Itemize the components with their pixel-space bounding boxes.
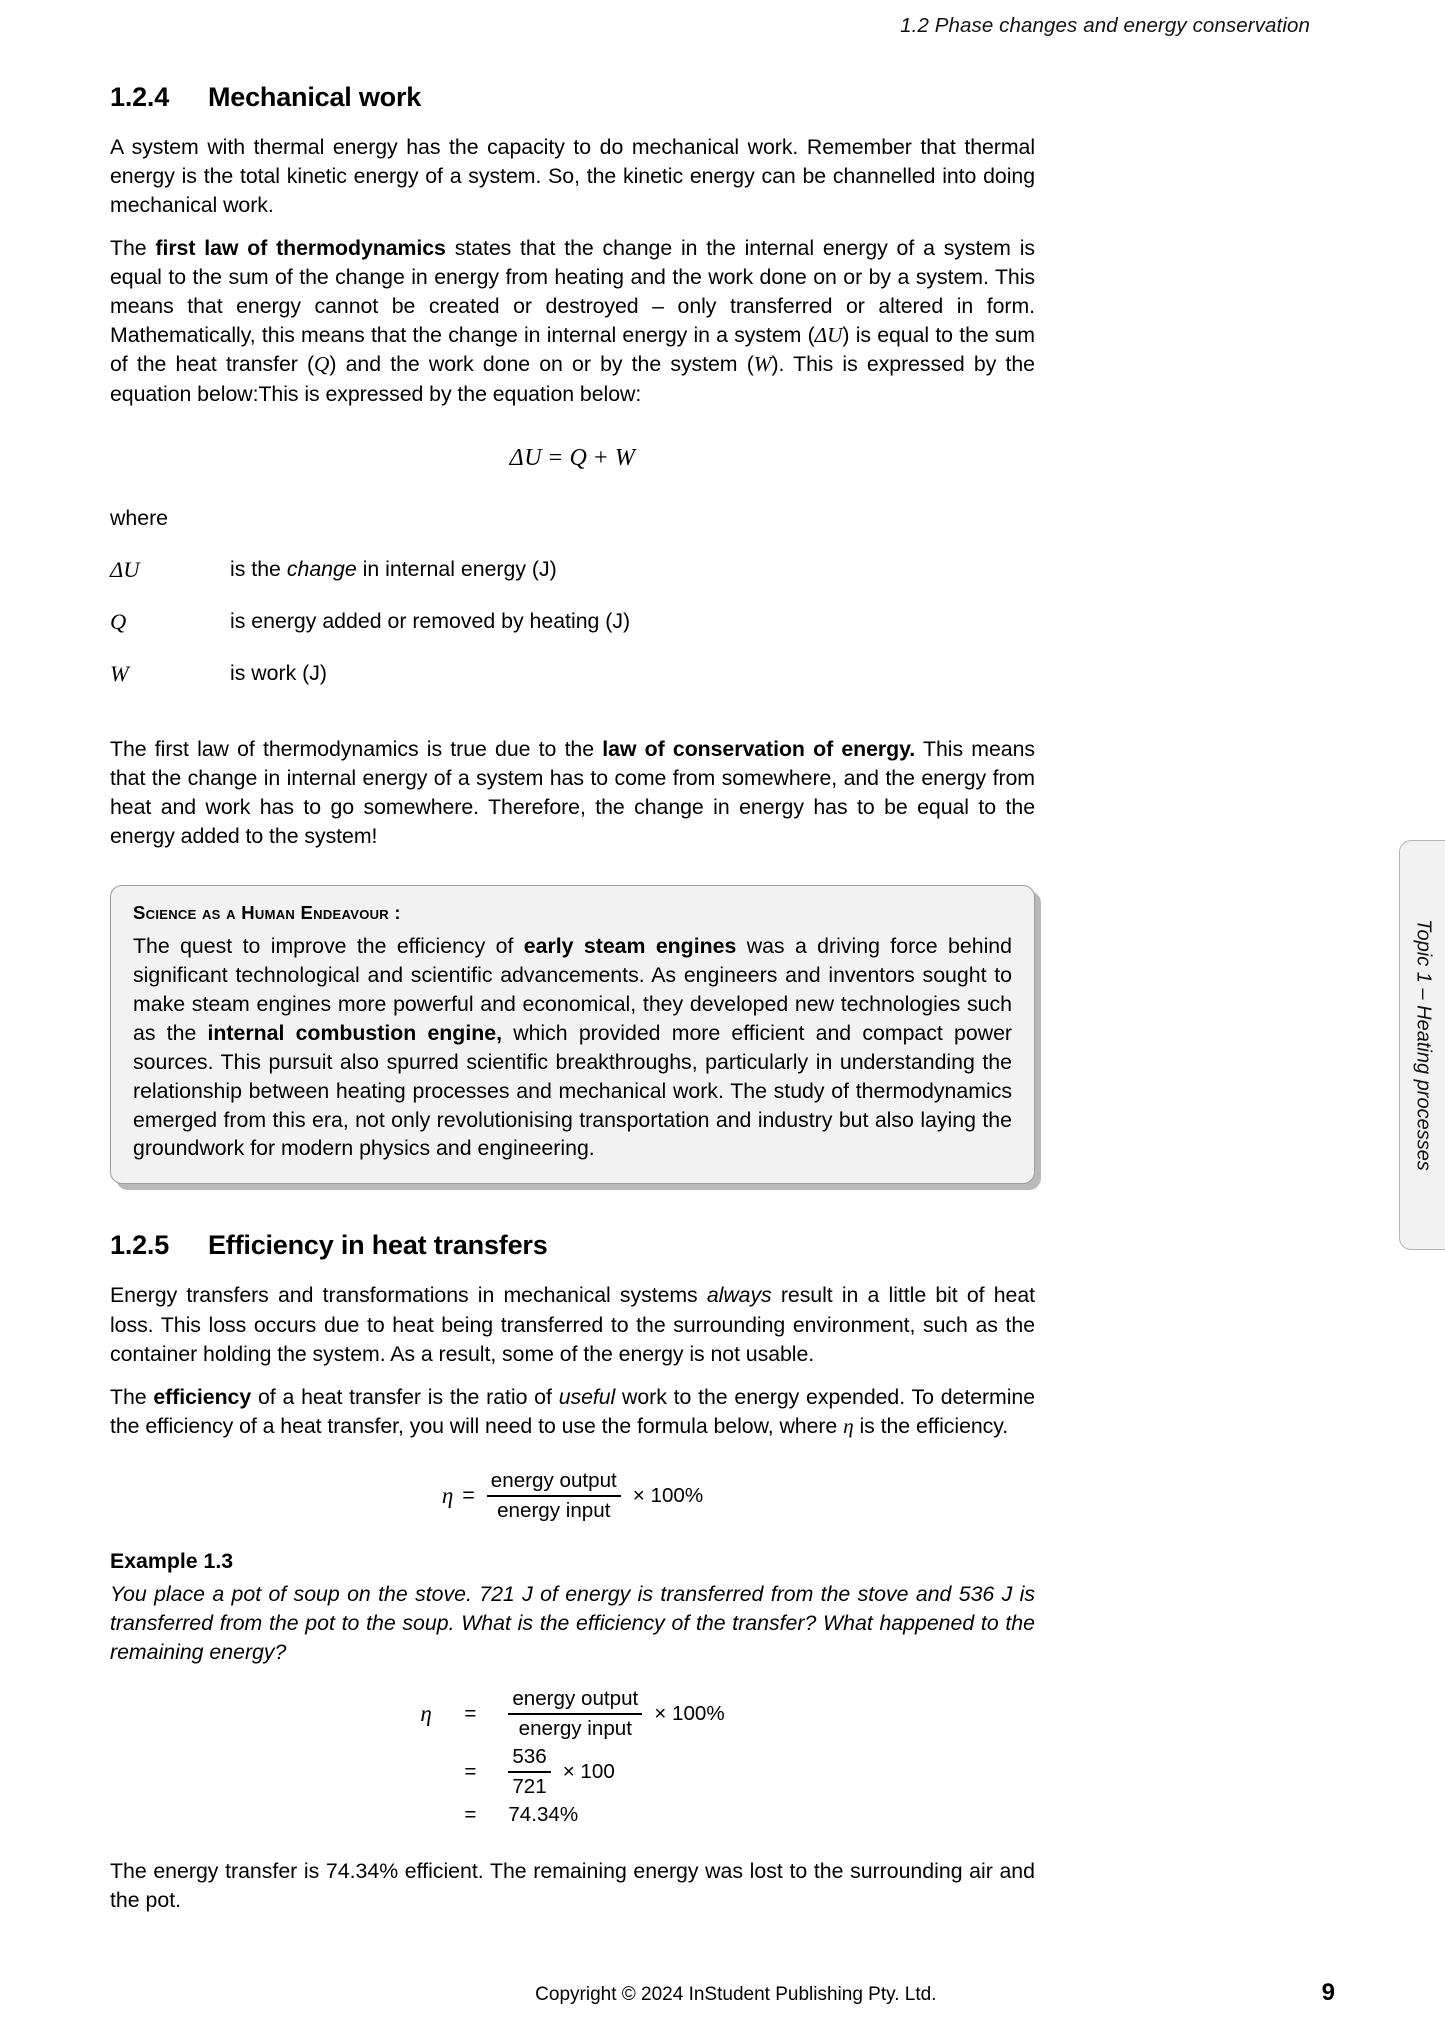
main-content-column	[110, 82, 1035, 1915]
inline-var-delta-u: ΔU	[814, 323, 843, 348]
section-heading-1-2-5	[110, 1230, 1035, 1261]
paragraph-intro-text: A system with thermal energy has the capacity to do mechanical work. Remember that thermal energy is the total kinetic energy of a system. So, the kinetic energy can be channelled into doing mechanical work.	[110, 135, 1035, 218]
page-number: 9	[1321, 1979, 1335, 2006]
example-question: You place a pot of soup on the stove. 721 J of energy is transferred from the stove and 536 J is transferred from the pot to the soup. What is the efficiency of the transfer? What happened to the remaining energy?	[110, 1581, 1035, 1664]
callout-term-steam-engines: early steam engines	[523, 933, 737, 958]
example-closing-text: The energy transfer is 74.34% efficient. The remaining energy was lost to the surrounding air and the pot.	[110, 1859, 1035, 1913]
worked-times-1: × 100%	[654, 1701, 725, 1725]
energy-transfers-emphasis: always	[706, 1283, 772, 1308]
variable-description	[230, 557, 1035, 583]
conservation-text-b: This means that the change in internal energy of a system has to come from somewhere, and the energy from heat and work has to go somewhere. Therefore, the change in energy has to be equal to the energy added to the system!	[110, 736, 1035, 848]
where-label: where	[110, 505, 169, 530]
paragraph-efficiency-definition	[110, 1383, 1035, 1441]
first-law-text-b: states that the change in the internal energy of a system is equal to the sum of the change in energy from heating and the work done on or by a system. This means that energy cannot be created or destroyed – only transferred or altered in form. Mathematically, this means that the change in internal energy in a system (	[110, 236, 1035, 348]
variable-definition-row	[110, 557, 1035, 583]
section-title: Mechanical work	[208, 82, 422, 112]
worked-denominator-2: 721	[512, 1774, 547, 1798]
efficiency-text-d: is the efficiency.	[853, 1413, 1009, 1438]
section-heading-1-2-4	[110, 82, 1035, 113]
equation-equals: =	[542, 444, 570, 471]
paragraph-energy-transfers	[110, 1281, 1035, 1368]
variable-description: is work (J)	[230, 660, 328, 685]
conservation-text-a: The first law of thermodynamics is true due to the	[110, 736, 603, 761]
formula-fraction	[487, 1469, 621, 1523]
copyright-notice: Copyright © 2024 InStudent Publishing Pty. Ltd.	[535, 1984, 937, 2005]
worked-numerator-2: 536	[512, 1744, 547, 1768]
efficiency-text-a: The	[110, 1384, 154, 1409]
topic-side-tab-label: Topic 1 – Heating processes	[1412, 919, 1434, 1171]
variable-symbol: Q	[110, 608, 127, 634]
efficiency-term: efficiency	[153, 1384, 252, 1409]
first-law-text-a: The	[110, 236, 156, 261]
worked-fraction-2	[508, 1745, 550, 1799]
first-law-text-e: ). This is expressed by the equation below:This is expressed by the equation below:	[110, 352, 1035, 406]
running-header: 1.2 Phase changes and energy conservation	[900, 14, 1310, 37]
formula-row	[442, 1469, 703, 1523]
fraction-numerator: energy output	[490, 1468, 617, 1492]
page-footer	[110, 1979, 1335, 2007]
variable-description: is energy added or removed by heating (J)	[230, 608, 631, 633]
formula-eta-symbol: η	[441, 1482, 454, 1508]
callout-text-b: was a driving force behind significant technological and scientific advancements. As engineers and inventors sought to make steam engines more powerful and economical, they developed new technologies such as the	[133, 933, 1012, 1045]
worked-value-1	[508, 1687, 724, 1741]
variable-definition-row	[110, 661, 1035, 687]
paragraph-conservation	[110, 735, 1035, 851]
energy-transfers-text-a: Energy transfers and transformations in mechanical systems	[110, 1283, 707, 1308]
worked-equals-2: =	[464, 1760, 477, 1784]
worked-result: 74.34%	[508, 1803, 579, 1827]
callout-body-box	[110, 885, 1035, 1185]
equation-rhs-q: Q	[569, 444, 588, 471]
callout-text	[133, 932, 1012, 1164]
worked-numerator-1: energy output	[512, 1686, 639, 1710]
first-law-text-c: ) is equal to the sum of the heat transfer (	[110, 323, 1035, 377]
worked-equals-3: =	[464, 1803, 477, 1827]
worked-solution-grid	[420, 1687, 724, 1827]
equation-lhs: ΔU	[509, 444, 543, 471]
efficiency-text-c: work to the energy expended. To determine the efficiency of a heat transfer, you will need to use the formula below, where	[110, 1384, 1036, 1438]
worked-denominator-1: energy input	[518, 1716, 632, 1740]
efficiency-emphasis-useful: useful	[558, 1384, 616, 1409]
spacer	[110, 713, 1035, 735]
formula-efficiency	[110, 1469, 1035, 1523]
conservation-term: law of conservation of energy.	[602, 736, 916, 761]
section-number: 1.2.5	[110, 1230, 170, 1261]
paragraph-first-law	[110, 234, 1035, 408]
variable-desc-emphasis: change	[286, 556, 357, 581]
variable-symbol: ΔU	[110, 556, 140, 582]
inline-var-w: W	[753, 352, 772, 377]
variable-definition-list	[110, 557, 1035, 687]
efficiency-text-b: of a heat transfer is the ratio of	[251, 1384, 559, 1409]
first-law-text-d: ) and the work done on or by the system (	[329, 352, 754, 377]
paragraph-intro	[110, 133, 1035, 220]
science-as-human-endeavour-callout	[110, 885, 1035, 1185]
fraction-denominator: energy input	[497, 1498, 611, 1522]
worked-equals-1: =	[464, 1701, 477, 1725]
formula-times-100: × 100%	[632, 1483, 704, 1507]
variable-symbol: W	[110, 660, 129, 686]
callout-term-combustion-engine: internal combustion engine,	[207, 1020, 503, 1045]
section-title: Efficiency in heat transfers	[208, 1230, 548, 1261]
topic-side-tab	[1399, 840, 1445, 1250]
inline-var-q: Q	[314, 352, 330, 377]
equation-rhs-w: W	[614, 444, 636, 471]
worked-eta-symbol: η	[420, 1700, 432, 1726]
worked-times-2: × 100	[562, 1760, 615, 1784]
example-title: Example 1.3	[110, 1548, 234, 1573]
worked-solution	[110, 1687, 1035, 1827]
first-law-term: first law of thermodynamics	[155, 236, 446, 261]
variable-desc-a: is the	[230, 556, 287, 581]
section-number: 1.2.4	[110, 82, 170, 112]
formula-equals: =	[462, 1483, 475, 1508]
worked-fraction-1	[508, 1687, 642, 1741]
energy-transfers-text-b: result in a little bit of heat loss. This loss occurs due to heat being transferred to the surrounding environment, such as the container holding the system. As a result, some of the energy is not usable.	[110, 1283, 1035, 1366]
equation-first-law	[110, 445, 1035, 472]
callout-title: Science as a Human Endeavour :	[133, 901, 401, 923]
inline-var-eta: η	[843, 1413, 854, 1438]
callout-text-a: The quest to improve the efficiency of	[133, 933, 524, 958]
variable-definition-row	[110, 609, 1035, 635]
callout-text-c: which provided more efficient and compact power sources. This pursuit also spurred scientific breakthroughs, particularly in understanding the relationship between heating processes and mechanical work. The study of thermodynamics emerged from this era, not only revolutionising transportation and industry but also laying the groundwork for modern physics and engineering.	[133, 1020, 1013, 1161]
variable-desc-b: in internal energy (J)	[356, 556, 557, 581]
worked-value-2	[508, 1745, 724, 1799]
equation-plus: +	[587, 444, 615, 471]
